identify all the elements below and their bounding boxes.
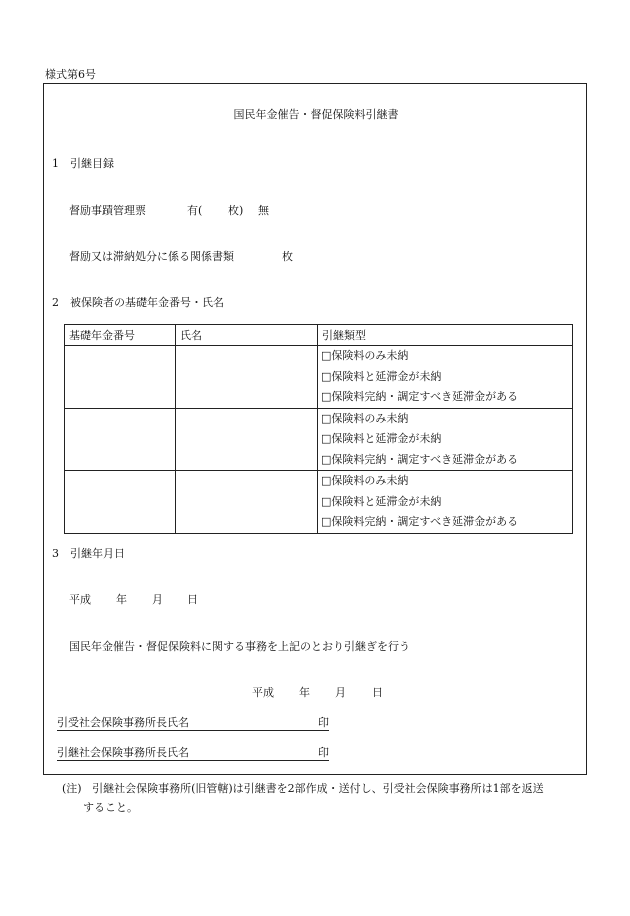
name-cell[interactable] — [176, 408, 318, 471]
pension-number-cell[interactable] — [65, 408, 176, 471]
receiver-signature-line[interactable] — [57, 714, 329, 731]
table-row — [65, 408, 573, 471]
transfer-date-year: 年 — [116, 593, 127, 606]
section-3-heading: 3 引継年月日 — [52, 547, 125, 560]
checkbox-option[interactable]: □保険料のみ未納 — [321, 411, 409, 425]
checkbox-option[interactable]: □保険料のみ未納 — [321, 474, 409, 487]
checkbox-option[interactable]: □保険料完納・調定すべき延滞金がある — [321, 390, 519, 403]
item-1-count: 枚) — [228, 204, 244, 217]
item-1-none: 無 — [258, 204, 269, 217]
document-title: 国民年金催告・督促保険料引継書 — [233, 108, 399, 121]
pension-number-cell[interactable] — [65, 471, 176, 534]
pension-number-cell[interactable] — [65, 346, 176, 409]
section-1-heading: 1 引継目録 — [52, 157, 114, 170]
table-row — [65, 346, 573, 409]
signature-date-year: 年 — [299, 686, 310, 699]
checkbox-option[interactable]: □保険料完納・調定すべき延滞金がある — [321, 452, 519, 466]
receiver-seal: 印 — [318, 716, 329, 729]
name-cell[interactable] — [176, 346, 318, 409]
statement-text: 国民年金催告・督促保険料に関する事務を上記のとおり引継ぎを行う — [69, 640, 410, 653]
column-header-name: 氏名 — [176, 325, 318, 346]
checkbox-option[interactable]: □保険料と延滞金が未納 — [321, 432, 442, 445]
form-number-label: 様式第6号 — [45, 68, 96, 81]
type-options-cell — [318, 346, 573, 409]
sender-signature-line[interactable] — [57, 744, 329, 761]
transfer-date-era: 平成 — [69, 593, 91, 606]
table-row — [65, 471, 573, 534]
name-cell[interactable] — [176, 471, 318, 534]
signature-date-month: 月 — [335, 686, 346, 699]
checkbox-option[interactable]: □保険料と延滞金が未納 — [321, 494, 442, 508]
signature-date-day: 日 — [372, 686, 383, 699]
sender-seal: 印 — [318, 746, 329, 759]
section-2-heading: 2 被保険者の基礎年金番号・氏名 — [52, 296, 224, 309]
column-header-type: 引継類型 — [318, 325, 573, 346]
note-marker: (注) — [62, 782, 82, 795]
checkbox-option[interactable]: □保険料と延滞金が未納 — [321, 369, 442, 383]
receiver-label: 引受社会保険事務所長氏名 — [57, 716, 189, 729]
signature-date-era: 平成 — [252, 686, 274, 699]
item-2-label: 督励又は滞納処分に係る関係書類 — [69, 250, 234, 263]
form-frame — [43, 83, 587, 775]
item-1-label: 督励事蹟管理票 — [69, 204, 146, 217]
note-line-1: 引継社会保険事務所(旧管轄)は引継書を2部作成・送付し、引受社会保険事務所は1部を返送 — [92, 782, 544, 795]
type-options-cell — [318, 408, 573, 471]
item-1-has: 有( — [187, 204, 203, 217]
item-2-unit: 枚 — [282, 250, 293, 263]
transfer-date-day: 日 — [187, 593, 198, 606]
column-header-number: 基礎年金番号 — [65, 325, 176, 346]
sender-label: 引継社会保険事務所長氏名 — [57, 746, 189, 759]
checkbox-option[interactable]: □保険料完納・調定すべき延滞金がある — [321, 515, 519, 528]
table-header-row — [65, 325, 573, 346]
insured-table — [64, 324, 573, 534]
transfer-date-month: 月 — [152, 593, 163, 606]
type-options-cell — [318, 471, 573, 534]
note-line-2: すること。 — [83, 801, 138, 814]
checkbox-option[interactable]: □保険料のみ未納 — [321, 349, 409, 362]
note — [62, 780, 544, 796]
